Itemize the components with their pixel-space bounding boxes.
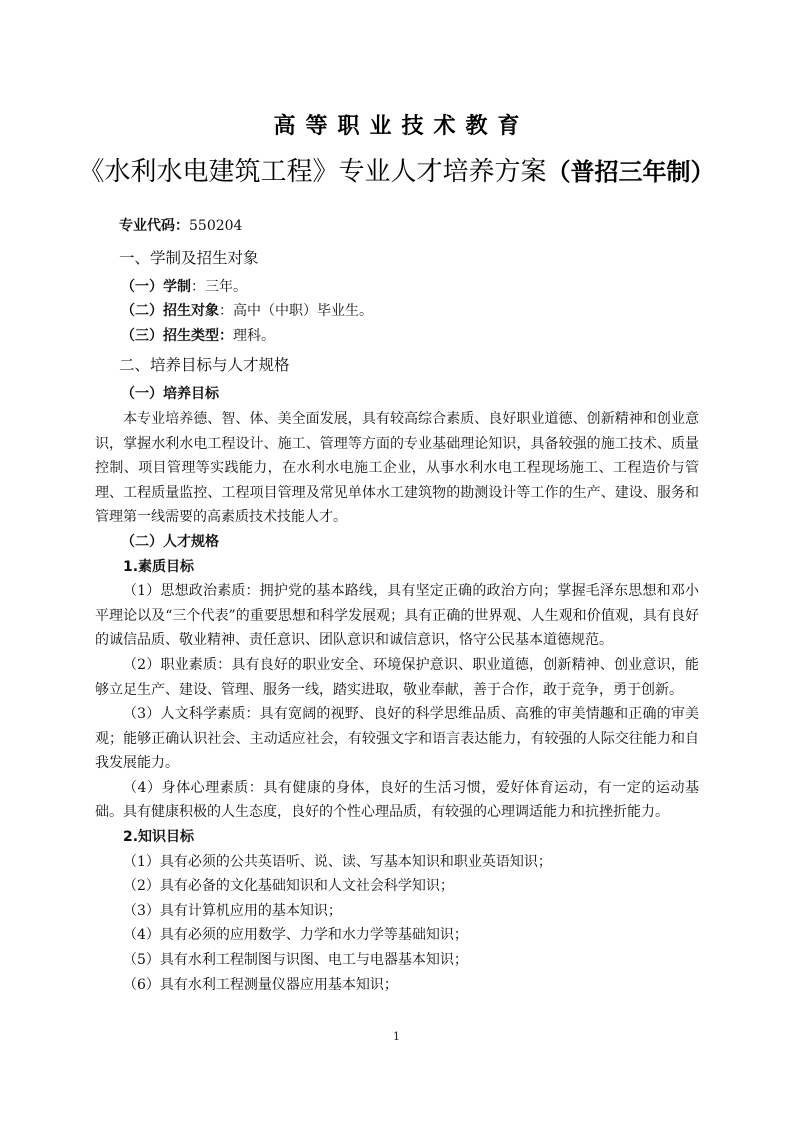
- item-enrollment-target: [95, 299, 699, 324]
- item-separator: ：: [219, 303, 233, 320]
- knowledge-item: （6）具有水利工程测量仪器应用基本知识；: [123, 976, 398, 993]
- document-body: [95, 214, 699, 997]
- knowledge-item: （5）具有水利工程制图与识图、电工与电器基本知识；: [123, 952, 468, 969]
- quality-item: （2）职业素质：具有良好的职业安全、环境保护意识、职业道德，创新精神、创业意识，能够立足生产、建设、管理、服务一线，踏实进取，敬业奉献，善于合作，敢于竞争，勇于创新。: [95, 656, 699, 698]
- item-label: （一）学制: [121, 278, 191, 295]
- section-heading-1: 一、学制及招生对象: [119, 248, 259, 267]
- major-code-value: 550204: [189, 218, 243, 234]
- quality-goals-heading: 1.素质目标: [123, 558, 195, 575]
- knowledge-item: （1）具有必须的公共英语听、说、读、写基本知识和职业英语知识；: [123, 853, 552, 870]
- quality-item: （1）思想政治素质：拥护党的基本路线，具有坚定正确的政治方向；掌握毛泽东思想和邓小平理论以及“三个代表”的重要思想和科学发展观；具有正确的世界观、人生观和价值观，具有良好的诚信品质、敬业精神、责任意识、团队意识和诚信意识，恪守公民基本道德规范。: [95, 583, 699, 649]
- item-enrollment-type: [95, 324, 699, 349]
- subsection-heading-talent-spec: （二）人才规格: [121, 533, 219, 550]
- knowledge-item: （3）具有计算机应用的基本知识；: [123, 902, 342, 919]
- major-code: [95, 214, 699, 239]
- subtitle-program-name: 《水利水电建筑工程》专业人才培养方案: [78, 157, 547, 187]
- item-label: （三）招生类型：: [121, 327, 233, 344]
- item-value: 高中（中职）毕业生。: [233, 303, 373, 320]
- knowledge-item: （2）具有必备的文化基础知识和人文社会科学知识；: [123, 878, 454, 895]
- item-duration: [95, 275, 699, 300]
- knowledge-goals-heading: 2.知识目标: [123, 829, 195, 846]
- section-heading-2: 二、培养目标与人才规格: [119, 356, 290, 375]
- subtitle-enrollment-type: （普招三年制）: [546, 158, 715, 186]
- page-number: 1: [393, 1030, 400, 1043]
- quality-item: （3）人文科学素质：具有宽阔的视野、良好的科学思维品质、高雅的审美情趣和正确的审美观；能够正确认识社会、主动适应社会，有较强文字和语言表达能力，有较强的人际交往能力和自我发展能力。: [95, 706, 699, 772]
- item-label: （二）招生对象: [121, 303, 219, 320]
- document-title: 高等职业技术教育: [273, 114, 530, 139]
- item-value: 三年。: [205, 278, 247, 295]
- item-value: 理科。: [233, 327, 275, 344]
- knowledge-item: （4）具有必须的应用数学、力学和水力学等基础知识；: [123, 927, 468, 944]
- quality-item: （4）身体心理素质：具有健康的身体，良好的生活习惯，爱好体育运动，有一定的运动基础。具有健康积极的人生态度，良好的个性心理品质，有较强的心理调适能力和抗挫折能力。: [95, 779, 699, 821]
- major-code-label: 专业代码：: [119, 218, 189, 234]
- item-separator: ：: [191, 278, 205, 295]
- training-goal-paragraph: 本专业培养德、智、体、美全面发展，具有较高综合素质、良好职业道德、创新精神和创业意识，掌握水利水电工程设计、施工、管理等方面的专业基础理论知识，具备较强的施工技术、质量控制、项目管理等实践能力，在水利水电施工企业，从事水利水电工程现场施工、工程造价与管理、工程质量监控、工程项目管理及常见单体水工建筑物的勘测设计等工作的生产、建设、服务和管理第一线需要的高素质技术技能人才。: [95, 410, 699, 526]
- document-subtitle: [0, 154, 793, 190]
- subsection-heading-training-goal: （一）培养目标: [121, 386, 219, 403]
